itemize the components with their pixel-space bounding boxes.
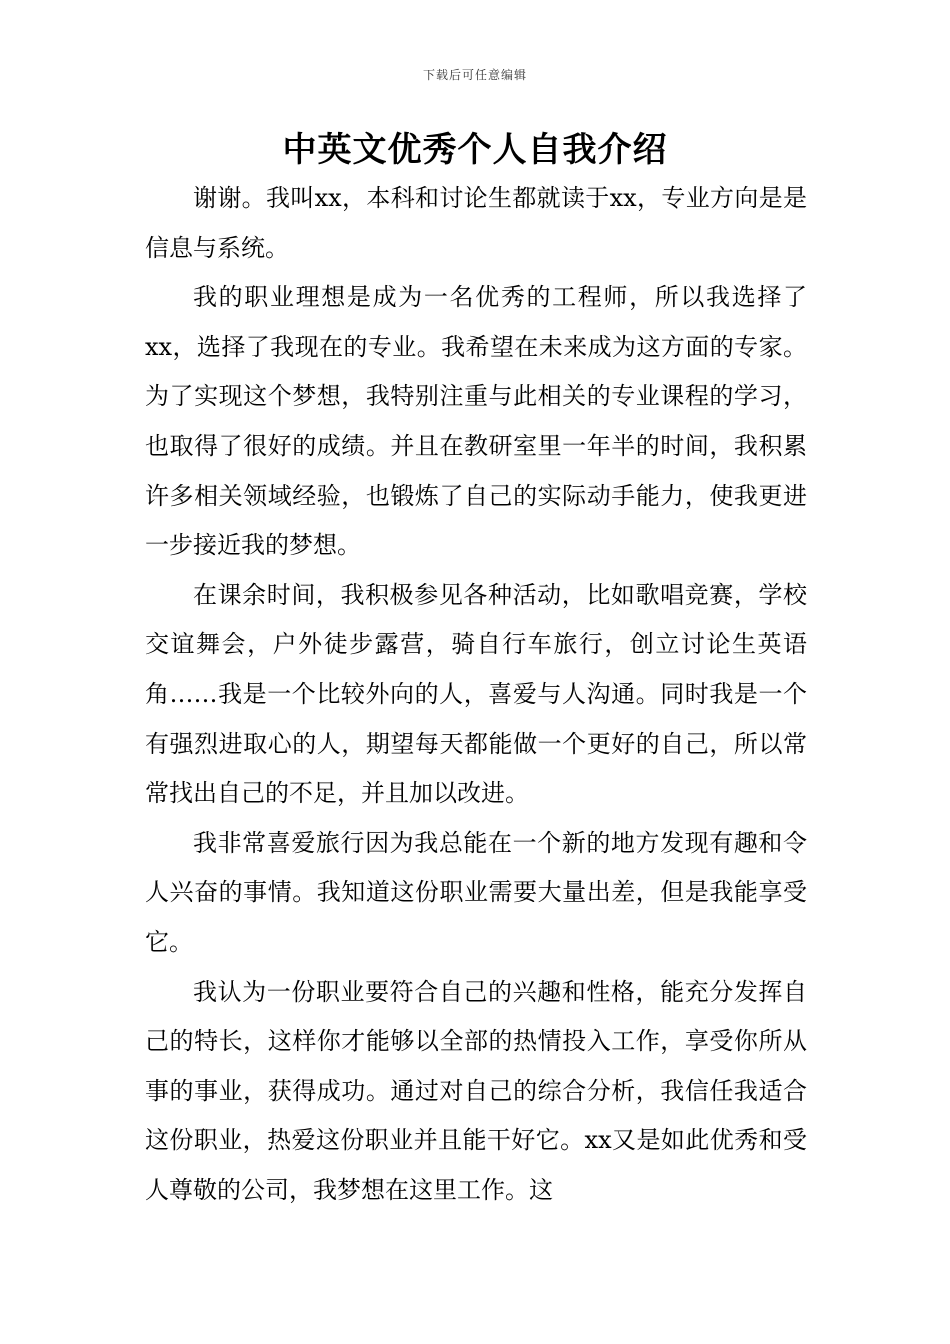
paragraph-fit: 我认为一份职业要符合自己的兴趣和性格，能充分发挥自己的特长，这样你才能够以全部的热情投入工作，享受你所从事的事业，获得成功。通过对自己的综合分析，我信任我适合这份职业，热爱这份职业并且能干好它。xx又是如此优秀和受人尊敬的公司，我梦想在这里工作。这 (145, 977, 807, 1204)
paragraph-activities: 在课余时间，我积极参见各种活动，比如歌唱竞赛，学校交谊舞会，户外徒步露营，骑自行车旅行，创立讨论生英语角……我是一个比较外向的人，喜爱与人沟通。同时我是一个有强烈进取心的人，期望每天都能做一个更好的自己，所以常常找出自己的不足，并且加以改进。 (145, 580, 807, 808)
paragraph-career-goal: 我的职业理想是成为一名优秀的工程师，所以我选择了xx，选择了我现在的专业。我希望在未来成为这方面的专家。为了实现这个梦想，我特别注重与此相关的专业课程的学习，也取得了很好的成绩。并且在教研室里一年半的时间，我积累许多相关领域经验，也锻炼了自己的实际动手能力，使我更进一步接近我的梦想。 (145, 283, 807, 560)
header-note: 下载后可任意编辑 (422, 68, 527, 82)
document-title: 中英文优秀个人自我介绍 (282, 130, 668, 170)
paragraph-intro: 谢谢。我叫xx，本科和讨论生都就读于xx，专业方向是是信息与系统。 (145, 184, 807, 262)
document-body (145, 174, 807, 1215)
paragraph-travel: 我非常喜爱旅行因为我总能在一个新的地方发现有趣和令人兴奋的事情。我知道这份职业需要大量出差，但是我能享受它。 (145, 828, 807, 956)
